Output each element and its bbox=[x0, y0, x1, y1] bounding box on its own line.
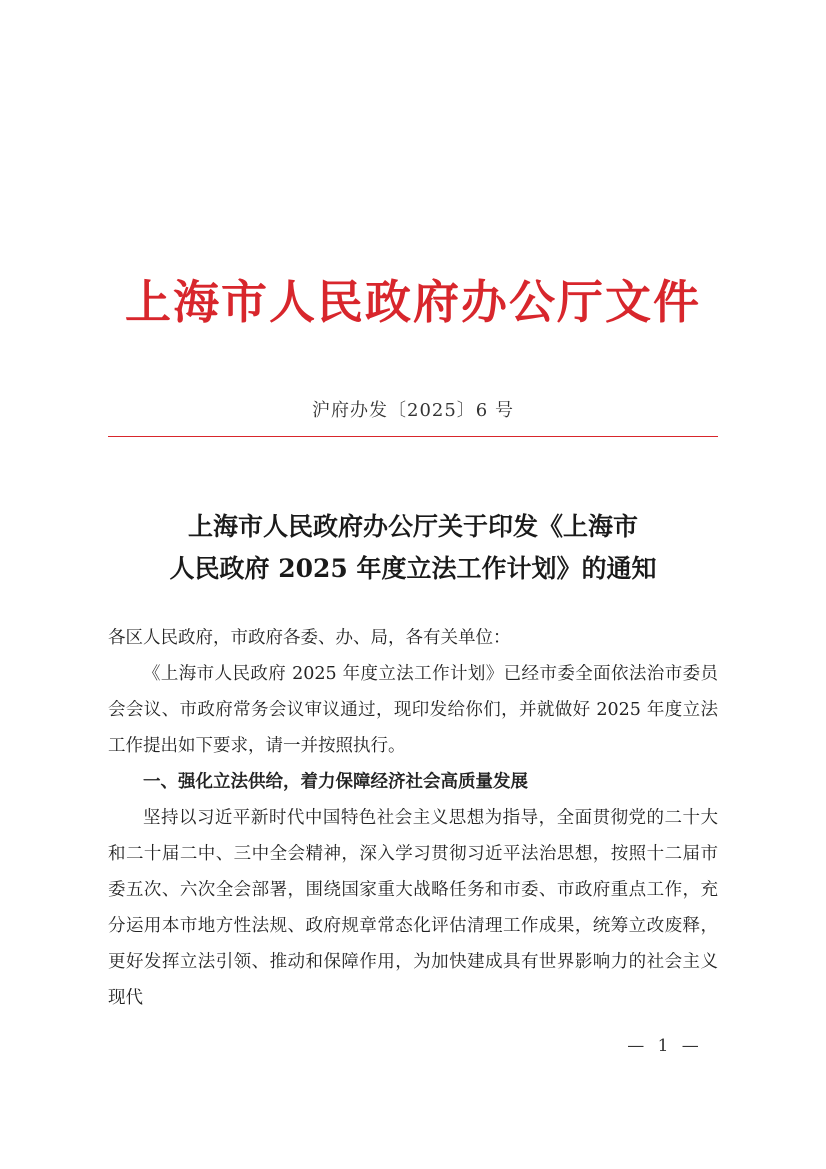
salutation: 各区人民政府，市政府各委、办、局，各有关单位： bbox=[108, 628, 511, 648]
notice-title bbox=[108, 506, 718, 590]
issuer-masthead: 上海市人民政府办公厅文件 bbox=[125, 275, 701, 329]
document-body bbox=[108, 620, 718, 1016]
section-heading: 一、强化立法供给，着力保障经济社会高质量发展 bbox=[143, 772, 528, 792]
red-separator-line bbox=[108, 436, 718, 437]
body-paragraph: 坚持以习近平新时代中国特色社会主义思想为指导，全面贯彻党的二十大和二十届二中、三中全会精神，深入学习贯彻习近平法治思想，按照十二届市委五次、六次全会部署，围绕国家重大战略任务和市委、市政府重点工作，充分运用本市地方性法规、政府规章常态化评估清理工作成果，统筹立改废释，更好发挥立法引领、推动和保障作用，为加快建成具有世界影响力的社会主义现代 bbox=[108, 808, 718, 1008]
document-number: 沪府办发〔2025〕6 号 bbox=[312, 400, 514, 421]
body-paragraph: 《上海市人民政府 2025 年度立法工作计划》已经市委全面依法治市委员会会议、市政府常务会议审议通过，现印发给你们，并就做好 2025 年度立法工作提出如下要求，请一并按照执行。 bbox=[108, 664, 718, 756]
page-number: — 1 — bbox=[627, 1036, 703, 1056]
notice-title-line-2: 人民政府 2025 年度立法工作计划》的通知 bbox=[169, 554, 657, 583]
notice-title-line-1: 上海市人民政府办公厅关于印发《上海市 bbox=[187, 512, 638, 541]
